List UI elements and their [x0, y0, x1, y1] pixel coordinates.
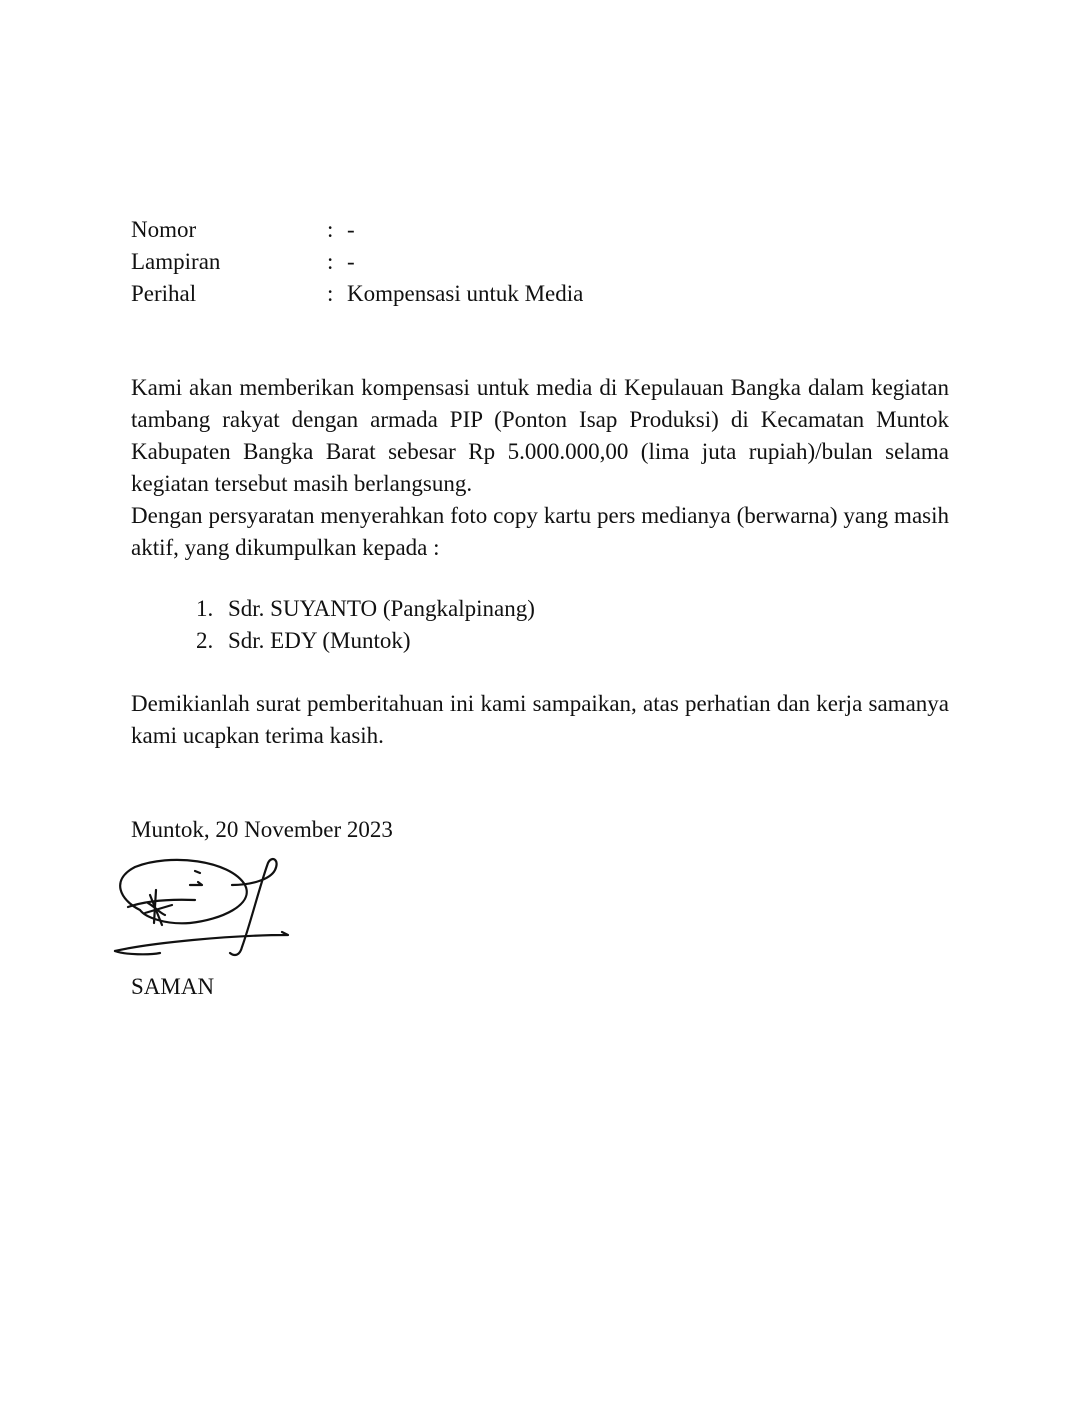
- list-number: 1.: [196, 596, 214, 621]
- signatory-name: SAMAN: [131, 974, 215, 999]
- header-row-perihal: [131, 278, 583, 310]
- body-paragraph-1: Kami akan memberikan kompensasi untuk media di Kepulauan Bangka dalam kegiatan tambang rakyat dengan armada PIP (Ponton Isap Produksi) di Kecamatan Muntok Kabupaten Bangka Barat sebesar Rp 5.000.000,00 (lima juta rupiah)/bulan selama kegiatan tersebut masih berlangsung.: [131, 375, 949, 496]
- letter-header: [131, 214, 583, 310]
- header-colon: :: [327, 249, 334, 274]
- signature-image: [110, 855, 310, 970]
- recipient-list: [196, 593, 535, 657]
- letter-body: [131, 372, 949, 564]
- header-label: Nomor: [131, 217, 197, 242]
- header-value: Kompensasi untuk Media: [347, 281, 584, 306]
- list-number: 2.: [196, 628, 214, 653]
- header-colon: :: [327, 281, 334, 306]
- list-item: [196, 625, 535, 657]
- header-label: Lampiran: [131, 249, 221, 274]
- list-item: [196, 593, 535, 625]
- header-row-nomor: [131, 214, 583, 246]
- header-colon: :: [327, 217, 334, 242]
- body-paragraph-2: Dengan persyaratan menyerahkan foto copy kartu pers medianya (berwarna) yang masih aktif, yang dikumpulkan kepada :: [131, 503, 949, 560]
- header-row-lampiran: [131, 246, 583, 278]
- header-value: -: [347, 249, 355, 274]
- header-label: Perihal: [131, 281, 197, 306]
- list-text: Sdr. SUYANTO (Pangkalpinang): [228, 596, 535, 621]
- header-value: -: [347, 217, 355, 242]
- closing-paragraph: Demikianlah surat pemberitahuan ini kami sampaikan, atas perhatian dan kerja samanya kami ucapkan terima kasih.: [131, 691, 949, 748]
- list-text: Sdr. EDY (Muntok): [228, 628, 411, 653]
- place-date: Muntok, 20 November 2023: [131, 817, 393, 842]
